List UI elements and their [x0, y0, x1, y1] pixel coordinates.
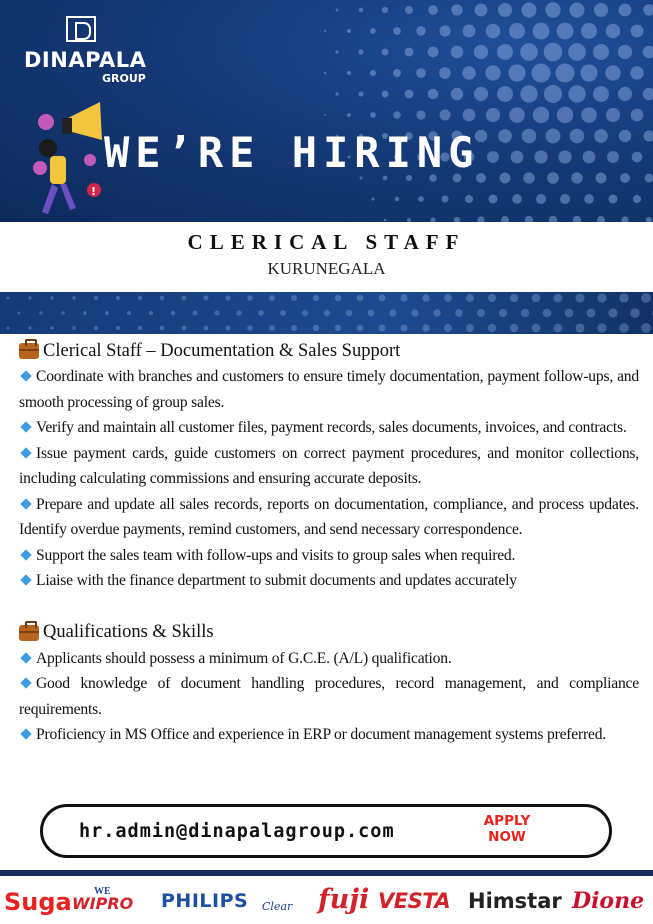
job-title: CLERICAL STAFF — [187, 230, 466, 254]
bullet-diamond-icon — [20, 652, 31, 663]
bullet-diamond-icon — [20, 575, 31, 586]
hiring-banner — [0, 0, 653, 222]
job-description — [19, 338, 639, 748]
section-heading-qualifications — [19, 620, 639, 646]
bullet-diamond-icon — [20, 729, 31, 740]
apply-now-line1: APPLY — [483, 813, 531, 829]
bullet-diamond-icon — [20, 371, 31, 382]
company-logo — [24, 14, 164, 94]
logo-subtitle: GROUP — [102, 72, 146, 85]
duty-item: Liaise with the finance department to submit documents and updates accurately — [19, 568, 639, 594]
duty-item: Prepare and update all sales records, reports on documentation, compliance, and process updates. Identify overdue payments, remind customers, and send necessary correspondence. — [19, 495, 639, 538]
brand-wipro-logo: WIPRO — [72, 894, 134, 913]
bullet-diamond-icon — [20, 447, 31, 458]
logo-mark-icon — [66, 16, 96, 42]
apply-now-button[interactable] — [461, 813, 553, 845]
qualification-item: Proficiency in MS Office and experience in ERP or document management systems preferred. — [19, 722, 639, 748]
duty-item: Coordinate with branches and customers to ensure timely documentation, payment follow-ups, and smooth processing of group sales. — [19, 368, 639, 411]
apply-email-link[interactable]: hr.admin@dinapalagroup.com — [79, 821, 395, 842]
brand-bar-divider — [0, 870, 653, 876]
logo-name: DINAPALA — [24, 48, 147, 72]
megaphone-woman-illustration — [28, 100, 108, 218]
brand-clear-logo: Clear — [262, 900, 293, 913]
bullet-diamond-icon — [20, 549, 31, 560]
brand-wipro-mark: WE — [94, 886, 111, 897]
qualification-item: Applicants should possess a minimum of G.C.E. (A/L) qualification. — [19, 646, 639, 672]
bullet-diamond-icon — [20, 678, 31, 689]
section-heading-duties — [19, 338, 639, 364]
duty-item: Support the sales team with follow-ups and visits to group sales when required. — [19, 543, 639, 569]
briefcase-icon — [19, 625, 39, 641]
qualification-item: Good knowledge of document handling procedures, record management, and compliance requirements. — [19, 675, 639, 718]
band-dot-pattern — [0, 292, 653, 334]
brand-logos — [0, 880, 653, 924]
section-heading-text: Qualifications & Skills — [43, 622, 214, 642]
svg-text:!: ! — [91, 185, 97, 198]
job-title-band — [0, 222, 653, 292]
brand-suga-logo: Suga — [4, 888, 72, 916]
job-location: KURUNEGALA — [267, 259, 386, 278]
brand-vesta-logo: VESTA — [378, 889, 451, 913]
duty-item: Issue payment cards, guide customers on correct payment procedures, and monitor collections, including calculating commissions and ensuring accurate deposits. — [19, 444, 639, 487]
apply-box — [40, 804, 612, 858]
brand-fuji-logo: fuji — [318, 884, 370, 915]
brand-philips-logo: PHILIPS — [161, 890, 249, 912]
brand-himstar-logo: Himstar — [468, 889, 562, 913]
briefcase-icon — [19, 343, 39, 359]
bullet-diamond-icon — [20, 498, 31, 509]
apply-now-line2: NOW — [488, 829, 526, 845]
brand-dione-logo: Dione — [572, 888, 645, 914]
duty-item: Verify and maintain all customer files, payment records, sales documents, invoices, and contracts. — [19, 415, 639, 441]
bullet-diamond-icon — [20, 422, 31, 433]
section-heading-text: Clerical Staff – Documentation & Sales Support — [43, 340, 401, 361]
hiring-headline: WE’RE HIRING — [104, 128, 480, 177]
dot-pattern-decoration — [293, 0, 653, 222]
decorative-band — [0, 292, 653, 334]
